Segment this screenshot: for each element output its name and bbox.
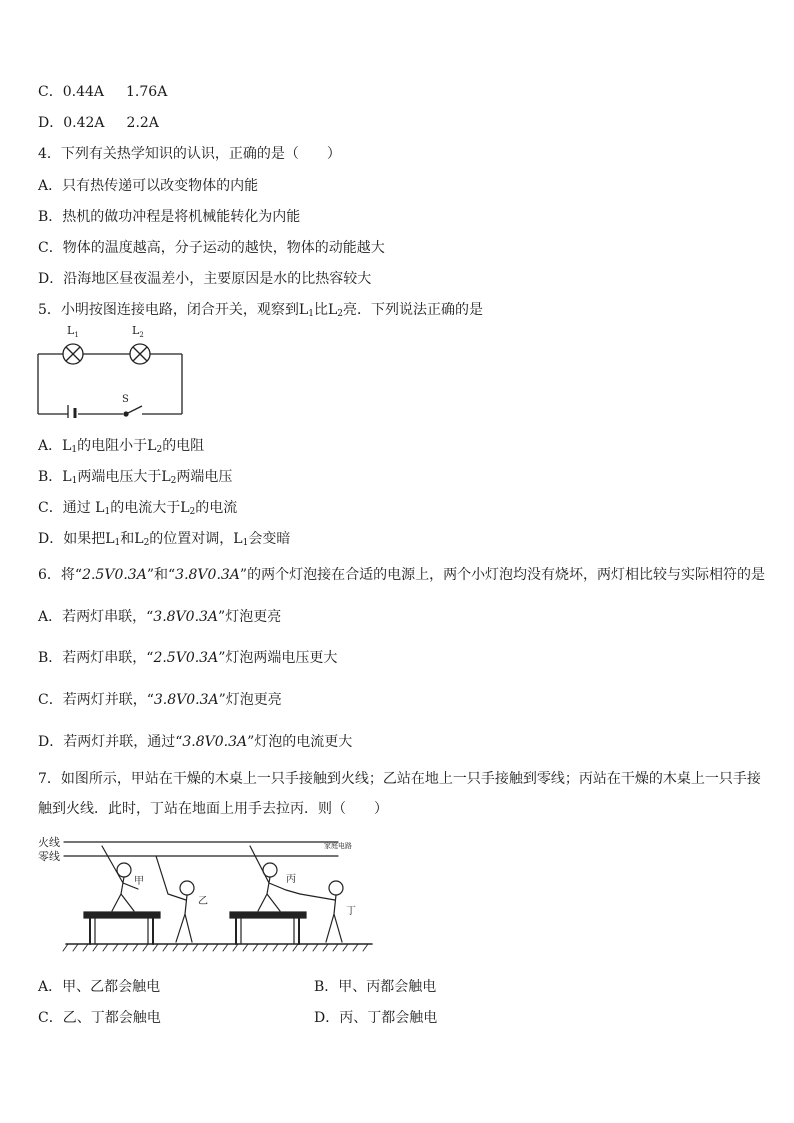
q7-stem-line-1: 7．如图所示，甲站在干燥的木桌上一只手接触到火线；乙站在地上一只手接触到零线；丙站在干燥的木桌上一只手接 bbox=[38, 771, 761, 787]
q5-option-d: D．如果把$L_1$和$L_2$的位置对调，$L_1$会变暗 bbox=[38, 531, 291, 548]
q6-option-c: C．若两灯并联，“3.8V0.3A”灯泡更亮 bbox=[38, 692, 282, 708]
q6-option-b: B．若两灯串联，“2.5V0.3A”灯泡两端电压更大 bbox=[38, 650, 338, 666]
lamp-l2-icon bbox=[130, 344, 150, 364]
q5-circuit-diagram bbox=[30, 318, 190, 418]
label-l1: $L_1$ bbox=[67, 324, 79, 339]
neutral-wire-label: 零线 bbox=[38, 850, 60, 863]
q7-option-a: A．甲、乙都会触电 bbox=[38, 979, 161, 995]
label-bing: 丙 bbox=[286, 874, 296, 885]
wooden-table-right bbox=[230, 912, 306, 944]
option-letter: C． bbox=[38, 84, 63, 100]
q6-stem: 6．将“2.5V0.3A”和“3.8V0.3A”的两个灯泡接在合适的电源上，两个小灯泡均没有烧坏，两灯相比较与实际相符的是 bbox=[38, 567, 766, 583]
label-ding: 丁 bbox=[346, 906, 356, 917]
q3-option-d bbox=[38, 114, 159, 132]
q4-option-d: D．沿海地区昼夜温差小，主要原因是水的比热容较大 bbox=[38, 271, 372, 287]
label-yi: 乙 bbox=[198, 896, 208, 907]
option-value-2: 1.76A bbox=[126, 84, 168, 100]
ground-hatching bbox=[63, 944, 368, 951]
q6-option-d: D．若两灯并联，通过“3.8V0.3A”灯泡的电流更大 bbox=[38, 734, 353, 750]
label-jia: 甲 bbox=[134, 876, 144, 887]
wooden-table-left bbox=[84, 912, 160, 944]
option-value-2: 2.2A bbox=[126, 115, 159, 131]
q5-option-c: C．通过 $L_1$的电流大于$L_2$的电流 bbox=[38, 500, 238, 517]
q3-option-c bbox=[38, 83, 167, 101]
person-yi-icon bbox=[156, 856, 194, 942]
q7-option-c: C．乙、丁都会触电 bbox=[38, 1010, 161, 1026]
live-wire-label: 火线 bbox=[38, 836, 60, 849]
label-l2: $L_2$ bbox=[132, 324, 144, 339]
q7-electric-shock-figure bbox=[38, 832, 378, 958]
home-circuit-label: 家庭电路 bbox=[324, 842, 352, 850]
option-value-1: 0.44A bbox=[62, 84, 105, 100]
q7-stem-line-2: 触到火线．此时，丁站在地面上用手去拉丙．则（ ） bbox=[38, 801, 388, 817]
option-letter: D． bbox=[38, 115, 64, 131]
q5-stem: 5．小明按图连接电路，闭合开关，观察到$L_1$比$L_2$亮．下列说法正确的是 bbox=[38, 302, 483, 319]
q6-option-a: A．若两灯串联，“3.8V0.3A”灯泡更亮 bbox=[38, 609, 282, 625]
q5-option-b: B．$L_1$两端电压大于$L_2$两端电压 bbox=[38, 469, 233, 486]
battery-icon bbox=[68, 405, 75, 418]
label-switch: S bbox=[122, 394, 129, 405]
switch-icon bbox=[124, 406, 142, 416]
q4-option-c: C．物体的温度越高，分子运动的越快，物体的动能越大 bbox=[38, 240, 385, 256]
q4-option-b: B．热机的做功冲程是将机械能转化为内能 bbox=[38, 209, 301, 225]
q7-option-b: B．甲、丙都会触电 bbox=[314, 979, 437, 995]
q4-option-a: A．只有热传递可以改变物体的内能 bbox=[38, 178, 259, 194]
option-value-1: 0.42A bbox=[63, 115, 105, 131]
lamp-l1-icon bbox=[63, 344, 83, 364]
q4-stem: 4．下列有关热学知识的认识，正确的是（ ） bbox=[38, 146, 341, 162]
q7-option-d: D．丙、丁都会触电 bbox=[314, 1010, 438, 1026]
q5-option-a: A．$L_1$的电阻小于$L_2$的电阻 bbox=[38, 438, 205, 455]
